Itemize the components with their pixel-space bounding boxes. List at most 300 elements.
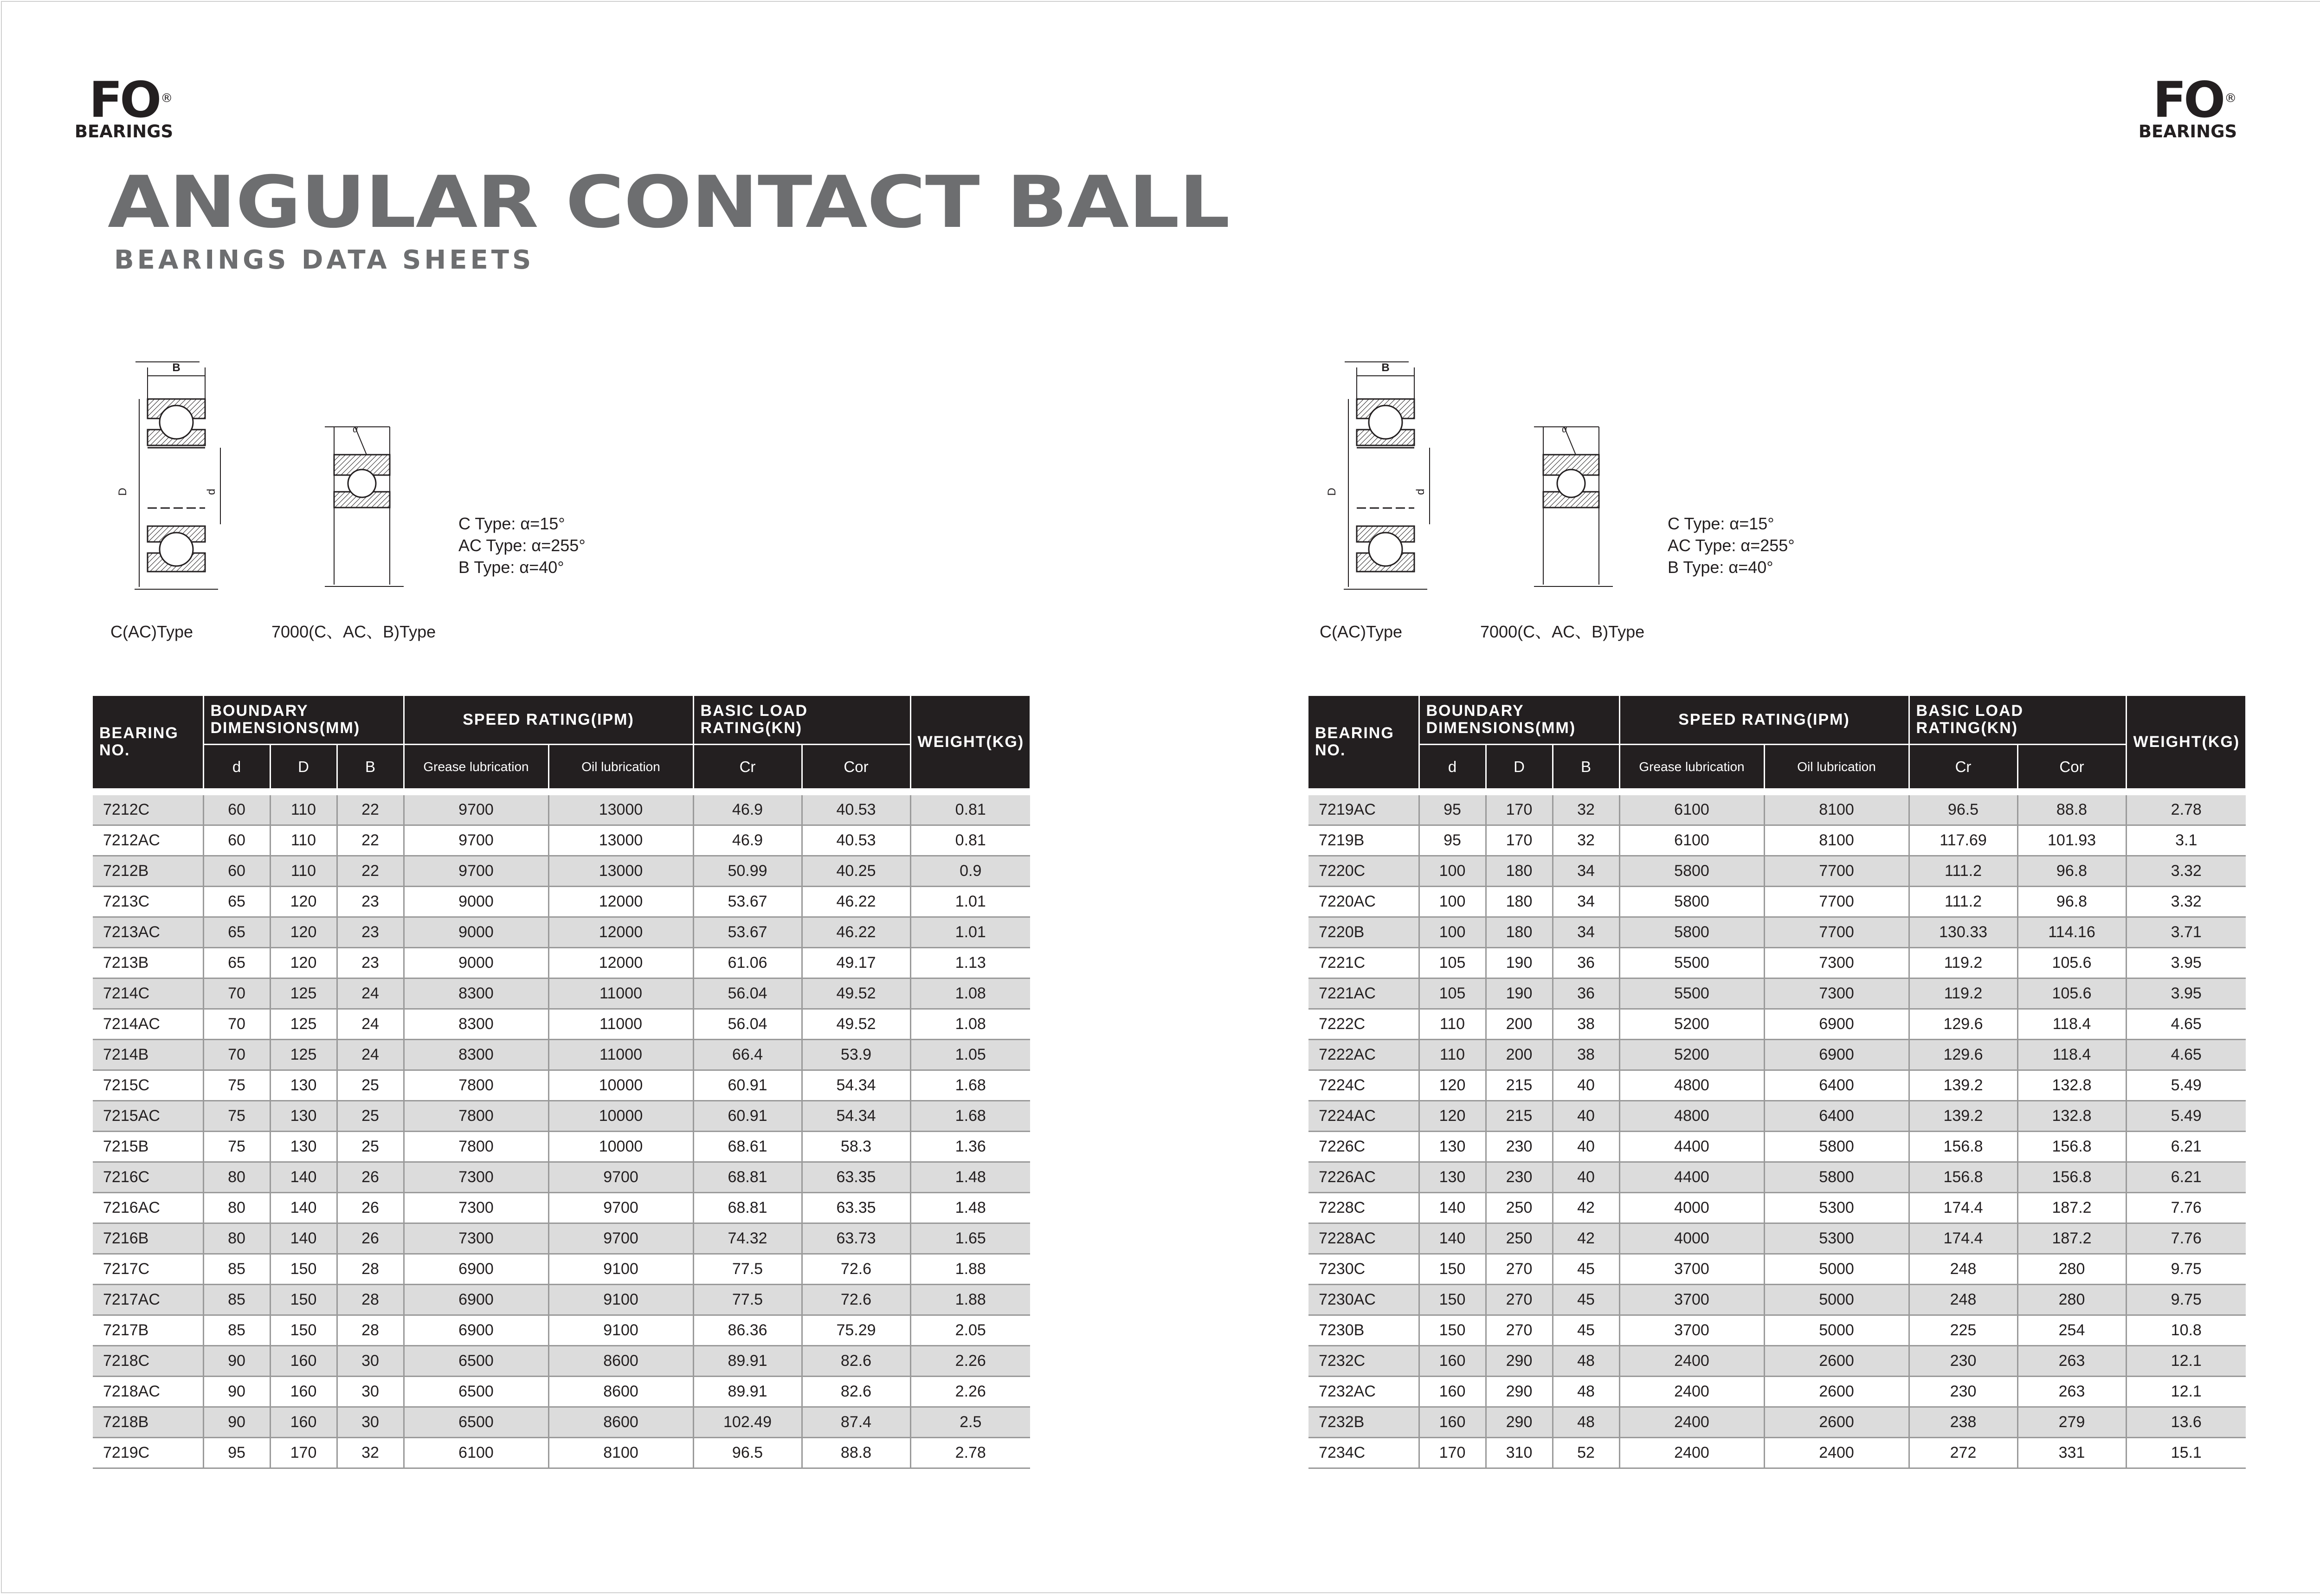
cell-d-inner: 60 (203, 795, 270, 825)
cell-bearing-no: 7214AC (93, 1009, 203, 1039)
cell-oil-speed: 12000 (548, 917, 693, 947)
cell-cor: 101.93 (2017, 825, 2126, 856)
cell-b-width: 25 (337, 1100, 404, 1131)
cell-weight: 1.08 (910, 978, 1030, 1009)
cell-oil-speed: 6900 (1764, 1009, 1909, 1039)
table-row (1308, 856, 2246, 886)
cell-cor: 156.8 (2017, 1131, 2126, 1162)
bearing-cross-section-icon (1316, 357, 1826, 654)
table-row (1308, 1376, 2246, 1407)
cell-d-outer: 200 (1486, 1039, 1553, 1070)
cell-d-inner: 95 (1419, 825, 1486, 856)
cell-d-outer: 150 (270, 1284, 337, 1315)
cell-d-outer: 270 (1486, 1254, 1553, 1284)
cell-cr: 111.2 (1909, 856, 2017, 886)
cell-grease-speed: 5200 (1619, 1039, 1764, 1070)
cell-d-outer: 110 (270, 825, 337, 856)
spacer-cell (1909, 789, 2017, 795)
cell-bearing-no: 7230B (1308, 1315, 1419, 1345)
logo-text: FO (89, 71, 159, 129)
cell-d-outer: 130 (270, 1100, 337, 1131)
cell-b-width: 25 (337, 1070, 404, 1100)
table-row (93, 1070, 1030, 1100)
cell-cr: 77.5 (693, 1254, 802, 1284)
cell-d-inner: 100 (1419, 917, 1486, 947)
cell-oil-speed: 8600 (548, 1376, 693, 1407)
header-speed-rating: SPEED RATING(IPM) (1619, 696, 1909, 744)
cell-d-inner: 130 (1419, 1162, 1486, 1192)
cell-oil-speed: 8600 (548, 1345, 693, 1376)
cell-d-outer: 270 (1486, 1284, 1553, 1315)
cell-grease-speed: 3700 (1619, 1284, 1764, 1315)
cell-cr: 139.2 (1909, 1070, 2017, 1100)
header-cr: Cr (693, 744, 802, 789)
table-body-right (1308, 789, 2246, 1468)
cell-d-outer: 170 (1486, 825, 1553, 856)
table-spacer-row (93, 789, 1030, 795)
cell-cr: 56.04 (693, 1009, 802, 1039)
cell-d-outer: 250 (1486, 1192, 1553, 1223)
cell-weight: 1.05 (910, 1039, 1030, 1070)
cell-grease-speed: 9000 (404, 917, 548, 947)
table-row (93, 1162, 1030, 1192)
table-row (93, 856, 1030, 886)
cell-d-outer: 290 (1486, 1376, 1553, 1407)
cell-b-width: 38 (1553, 1009, 1619, 1039)
cell-bearing-no: 7222AC (1308, 1039, 1419, 1070)
cell-cor: 331 (2017, 1437, 2126, 1468)
cell-weight: 5.49 (2126, 1070, 2246, 1100)
dim-outer-diameter-label: D (1326, 488, 1338, 496)
cell-d-outer: 160 (270, 1407, 337, 1437)
table-row (1308, 795, 2246, 825)
brand-logo-left (71, 71, 177, 142)
cell-d-outer: 120 (270, 947, 337, 978)
cell-bearing-no: 7213AC (93, 917, 203, 947)
cell-d-inner: 70 (203, 1009, 270, 1039)
header-cr: Cr (1909, 744, 2017, 789)
table-row (93, 1315, 1030, 1345)
header-d-inner: d (203, 744, 270, 789)
cell-grease-speed: 4800 (1619, 1070, 1764, 1100)
cell-cr: 46.9 (693, 825, 802, 856)
cell-d-outer: 150 (270, 1254, 337, 1284)
cell-bearing-no: 7232C (1308, 1345, 1419, 1376)
table-row (93, 1407, 1030, 1437)
cell-d-outer: 130 (270, 1070, 337, 1100)
header-grease-lubrication: Grease lubrication (404, 744, 548, 789)
cell-cr: 60.91 (693, 1070, 802, 1100)
cell-d-outer: 290 (1486, 1345, 1553, 1376)
header-speed-rating: SPEED RATING(IPM) (404, 696, 693, 744)
cell-grease-speed: 7800 (404, 1070, 548, 1100)
table-row (93, 886, 1030, 917)
cell-b-width: 22 (337, 795, 404, 825)
table-row (93, 825, 1030, 856)
cell-bearing-no: 7213C (93, 886, 203, 917)
cell-bearing-no: 7220B (1308, 917, 1419, 947)
cell-oil-speed: 5300 (1764, 1192, 1909, 1223)
cell-bearing-no: 7230AC (1308, 1284, 1419, 1315)
dim-alpha-label: α (1562, 425, 1567, 435)
dim-alpha-label: α (353, 425, 358, 435)
cell-d-outer: 160 (270, 1345, 337, 1376)
cell-d-inner: 75 (203, 1100, 270, 1131)
cell-weight: 6.21 (2126, 1162, 2246, 1192)
spacer-cell (2126, 789, 2246, 795)
cell-d-inner: 75 (203, 1070, 270, 1100)
table-row (1308, 1100, 2246, 1131)
cell-b-width: 24 (337, 978, 404, 1009)
cell-cor: 40.53 (802, 825, 910, 856)
cell-cr: 156.8 (1909, 1162, 2017, 1192)
cell-d-outer: 110 (270, 856, 337, 886)
cell-cor: 132.8 (2017, 1100, 2126, 1131)
cell-grease-speed: 4400 (1619, 1162, 1764, 1192)
cell-grease-speed: 2400 (1619, 1437, 1764, 1468)
cell-weight: 0.81 (910, 825, 1030, 856)
bearing-cross-section-icon (107, 357, 617, 654)
cell-cor: 53.9 (802, 1039, 910, 1070)
cell-d-inner: 90 (203, 1345, 270, 1376)
cell-d-outer: 180 (1486, 886, 1553, 917)
cell-d-inner: 120 (1419, 1070, 1486, 1100)
cell-d-outer: 160 (270, 1376, 337, 1407)
cell-bearing-no: 7217C (93, 1254, 203, 1284)
spacer-cell (802, 789, 910, 795)
table-row (93, 1192, 1030, 1223)
spacer-cell (93, 789, 203, 795)
cell-bearing-no: 7221AC (1308, 978, 1419, 1009)
cell-grease-speed: 3700 (1619, 1315, 1764, 1345)
cell-cr: 68.61 (693, 1131, 802, 1162)
cell-b-width: 28 (337, 1254, 404, 1284)
cell-d-inner: 95 (203, 1437, 270, 1468)
cell-cr: 238 (1909, 1407, 2017, 1437)
cell-b-width: 34 (1553, 917, 1619, 947)
cell-d-outer: 190 (1486, 947, 1553, 978)
cell-d-outer: 170 (270, 1437, 337, 1468)
cell-grease-speed: 5500 (1619, 947, 1764, 978)
cell-oil-speed: 5800 (1764, 1131, 1909, 1162)
cell-cor: 72.6 (802, 1284, 910, 1315)
cell-bearing-no: 7216AC (93, 1192, 203, 1223)
cell-cr: 272 (1909, 1437, 2017, 1468)
cell-b-width: 32 (1553, 825, 1619, 856)
cell-cr: 50.99 (693, 856, 802, 886)
contact-angle-list-left (458, 513, 586, 578)
cell-cor: 263 (2017, 1345, 2126, 1376)
cell-cor: 63.73 (802, 1223, 910, 1254)
cell-b-width: 40 (1553, 1131, 1619, 1162)
cell-b-width: 30 (337, 1407, 404, 1437)
cell-grease-speed: 8300 (404, 978, 548, 1009)
cell-oil-speed: 8100 (1764, 825, 1909, 856)
cell-b-width: 42 (1553, 1223, 1619, 1254)
cell-oil-speed: 9700 (548, 1162, 693, 1192)
cell-oil-speed: 7700 (1764, 856, 1909, 886)
cell-grease-speed: 4000 (1619, 1192, 1764, 1223)
cell-cor: 58.3 (802, 1131, 910, 1162)
cell-cr: 86.36 (693, 1315, 802, 1345)
cell-cr: 89.91 (693, 1345, 802, 1376)
cell-oil-speed: 11000 (548, 1039, 693, 1070)
cell-cor: 279 (2017, 1407, 2126, 1437)
table-row (1308, 917, 2246, 947)
cell-oil-speed: 9100 (548, 1315, 693, 1345)
cell-d-outer: 215 (1486, 1100, 1553, 1131)
cell-weight: 1.88 (910, 1284, 1030, 1315)
cell-d-inner: 105 (1419, 947, 1486, 978)
table-row (93, 978, 1030, 1009)
cell-weight: 3.1 (2126, 825, 2246, 856)
cell-cr: 225 (1909, 1315, 2017, 1345)
cell-oil-speed: 5000 (1764, 1284, 1909, 1315)
contact-angle-c: C Type: α=15° (1668, 514, 1774, 533)
table-row (93, 1039, 1030, 1070)
cell-bearing-no: 7214B (93, 1039, 203, 1070)
cell-cr: 96.5 (693, 1437, 802, 1468)
spacer-cell (693, 789, 802, 795)
cell-b-width: 26 (337, 1162, 404, 1192)
table-row (93, 1376, 1030, 1407)
dim-b-label: B (172, 361, 180, 374)
cell-d-inner: 150 (1419, 1254, 1486, 1284)
cell-cr: 119.2 (1909, 978, 2017, 1009)
cell-oil-speed: 2600 (1764, 1407, 1909, 1437)
cell-cr: 230 (1909, 1345, 2017, 1376)
cell-d-inner: 85 (203, 1284, 270, 1315)
contact-angle-ac: AC Type: α=255° (458, 536, 586, 555)
cell-weight: 3.95 (2126, 947, 2246, 978)
spacer-cell (337, 789, 404, 795)
cell-d-outer: 270 (1486, 1315, 1553, 1345)
cell-bearing-no: 7226C (1308, 1131, 1419, 1162)
cell-oil-speed: 5800 (1764, 1162, 1909, 1192)
table-row (93, 917, 1030, 947)
cell-cr: 61.06 (693, 947, 802, 978)
cell-cor: 72.6 (802, 1254, 910, 1284)
cell-grease-speed: 9700 (404, 825, 548, 856)
cell-d-inner: 90 (203, 1376, 270, 1407)
cell-cr: 66.4 (693, 1039, 802, 1070)
cell-bearing-no: 7212B (93, 856, 203, 886)
cell-oil-speed: 9100 (548, 1254, 693, 1284)
cell-cr: 230 (1909, 1376, 2017, 1407)
cell-weight: 7.76 (2126, 1223, 2246, 1254)
cell-weight: 13.6 (2126, 1407, 2246, 1437)
cell-oil-speed: 9700 (548, 1192, 693, 1223)
cell-cor: 88.8 (2017, 795, 2126, 825)
header-bearing-no: BEARING NO. (1308, 696, 1419, 789)
cell-oil-speed: 5000 (1764, 1254, 1909, 1284)
cell-cr: 68.81 (693, 1192, 802, 1223)
cell-d-outer: 110 (270, 795, 337, 825)
cell-d-inner: 100 (1419, 856, 1486, 886)
cell-d-inner: 150 (1419, 1284, 1486, 1315)
table-row (93, 1131, 1030, 1162)
cell-grease-speed: 6900 (404, 1284, 548, 1315)
cell-cor: 87.4 (802, 1407, 910, 1437)
header-cor: Cor (2017, 744, 2126, 789)
cell-oil-speed: 10000 (548, 1070, 693, 1100)
spacer-cell (1619, 789, 1764, 795)
header-boundary-dimensions: BOUNDARY DIMENSIONS(MM) (203, 696, 404, 744)
cell-d-outer: 215 (1486, 1070, 1553, 1100)
cell-oil-speed: 12000 (548, 947, 693, 978)
header-weight: WEIGHT(KG) (2126, 696, 2246, 789)
cell-grease-speed: 4800 (1619, 1100, 1764, 1131)
cell-d-outer: 120 (270, 886, 337, 917)
cell-weight: 10.8 (2126, 1315, 2246, 1345)
cell-weight: 0.81 (910, 795, 1030, 825)
cell-d-inner: 170 (1419, 1437, 1486, 1468)
cell-cor: 88.8 (802, 1437, 910, 1468)
cell-d-outer: 230 (1486, 1131, 1553, 1162)
contact-angle-list-right (1668, 513, 1795, 578)
cell-grease-speed: 6100 (404, 1437, 548, 1468)
cell-d-inner: 150 (1419, 1315, 1486, 1345)
table-body-left (93, 789, 1030, 1468)
cell-b-width: 23 (337, 947, 404, 978)
cell-cor: 263 (2017, 1376, 2126, 1407)
cell-grease-speed: 3700 (1619, 1254, 1764, 1284)
cell-oil-speed: 8600 (548, 1407, 693, 1437)
cell-d-inner: 80 (203, 1162, 270, 1192)
table-row (93, 1223, 1030, 1254)
cell-cor: 187.2 (2017, 1223, 2126, 1254)
header-grease-lubrication: Grease lubrication (1619, 744, 1764, 789)
cell-cor: 118.4 (2017, 1009, 2126, 1039)
table-row (93, 1284, 1030, 1315)
brand-logo-right (2134, 71, 2241, 142)
spacer-cell (270, 789, 337, 795)
cell-weight: 3.32 (2126, 886, 2246, 917)
table-row (93, 947, 1030, 978)
cell-cr: 56.04 (693, 978, 802, 1009)
cell-weight: 2.26 (910, 1345, 1030, 1376)
cell-b-width: 40 (1553, 1162, 1619, 1192)
cell-b-width: 45 (1553, 1284, 1619, 1315)
cell-bearing-no: 7219C (93, 1437, 203, 1468)
cell-d-inner: 140 (1419, 1192, 1486, 1223)
cell-cor: 40.53 (802, 795, 910, 825)
cell-cor: 63.35 (802, 1192, 910, 1223)
cell-cr: 60.91 (693, 1100, 802, 1131)
table-row (93, 1100, 1030, 1131)
cell-oil-speed: 7700 (1764, 917, 1909, 947)
cell-b-width: 48 (1553, 1407, 1619, 1437)
page-subtitle: BEARINGS DATA SHEETS (114, 245, 535, 275)
table-row (1308, 947, 2246, 978)
cell-cr: 248 (1909, 1284, 2017, 1315)
cell-d-outer: 200 (1486, 1009, 1553, 1039)
table-row (1308, 1437, 2246, 1468)
cell-grease-speed: 9700 (404, 856, 548, 886)
cell-d-inner: 85 (203, 1315, 270, 1345)
cell-bearing-no: 7220AC (1308, 886, 1419, 917)
cell-grease-speed: 6900 (404, 1315, 548, 1345)
cell-d-inner: 110 (1419, 1009, 1486, 1039)
cell-oil-speed: 6400 (1764, 1070, 1909, 1100)
cell-bearing-no: 7218C (93, 1345, 203, 1376)
cell-d-outer: 125 (270, 1039, 337, 1070)
cell-bearing-no: 7228AC (1308, 1223, 1419, 1254)
cell-b-width: 34 (1553, 856, 1619, 886)
cell-bearing-no: 7226AC (1308, 1162, 1419, 1192)
cell-cr: 111.2 (1909, 886, 2017, 917)
cell-oil-speed: 5000 (1764, 1315, 1909, 1345)
cell-oil-speed: 13000 (548, 795, 693, 825)
cell-d-outer: 140 (270, 1223, 337, 1254)
cell-weight: 2.78 (2126, 795, 2246, 825)
cell-b-width: 36 (1553, 947, 1619, 978)
cell-b-width: 25 (337, 1131, 404, 1162)
cell-grease-speed: 6500 (404, 1376, 548, 1407)
cell-d-inner: 160 (1419, 1376, 1486, 1407)
cell-grease-speed: 5200 (1619, 1009, 1764, 1039)
cell-d-inner: 105 (1419, 978, 1486, 1009)
cell-cor: 82.6 (802, 1376, 910, 1407)
cell-d-inner: 65 (203, 947, 270, 978)
cell-b-width: 32 (337, 1437, 404, 1468)
table-row (1308, 1407, 2246, 1437)
cell-weight: 1.36 (910, 1131, 1030, 1162)
cell-b-width: 30 (337, 1345, 404, 1376)
cell-d-inner: 60 (203, 825, 270, 856)
cell-d-outer: 140 (270, 1162, 337, 1192)
cell-oil-speed: 6400 (1764, 1100, 1909, 1131)
cell-weight: 9.75 (2126, 1284, 2246, 1315)
registered-mark: ® (161, 91, 173, 105)
cell-cor: 75.29 (802, 1315, 910, 1345)
dim-inner-diameter-label: d (205, 489, 218, 495)
spacer-cell (1553, 789, 1619, 795)
cell-d-inner: 130 (1419, 1131, 1486, 1162)
cell-d-inner: 85 (203, 1254, 270, 1284)
bearing-spec-table-left (93, 696, 1031, 1469)
spacer-cell (1419, 789, 1486, 795)
cell-d-inner: 80 (203, 1192, 270, 1223)
cell-grease-speed: 9000 (404, 947, 548, 978)
cell-cor: 96.8 (2017, 856, 2126, 886)
cell-weight: 3.71 (2126, 917, 2246, 947)
cell-d-outer: 125 (270, 1009, 337, 1039)
cell-grease-speed: 6900 (404, 1254, 548, 1284)
cell-d-inner: 70 (203, 1039, 270, 1070)
cell-cor: 49.52 (802, 1009, 910, 1039)
cell-grease-speed: 4000 (1619, 1223, 1764, 1254)
cell-d-outer: 180 (1486, 856, 1553, 886)
cell-d-inner: 95 (1419, 795, 1486, 825)
cell-grease-speed: 5800 (1619, 917, 1764, 947)
cell-d-inner: 75 (203, 1131, 270, 1162)
cell-weight: 12.1 (2126, 1345, 2246, 1376)
cell-cr: 96.5 (1909, 795, 2017, 825)
cell-weight: 1.88 (910, 1254, 1030, 1284)
bearing-spec-table-right (1308, 696, 2247, 1469)
cell-b-width: 23 (337, 886, 404, 917)
cell-cor: 46.22 (802, 886, 910, 917)
cell-cor: 54.34 (802, 1100, 910, 1131)
cell-grease-speed: 7800 (404, 1100, 548, 1131)
cell-bearing-no: 7219B (1308, 825, 1419, 856)
header-basic-load-rating: BASIC LOAD RATING(KN) (1909, 696, 2126, 744)
cell-weight: 1.08 (910, 1009, 1030, 1039)
cell-weight: 1.01 (910, 886, 1030, 917)
caption-7000-type-left: 7000(C、AC、B)Type (271, 622, 436, 641)
cell-bearing-no: 7216B (93, 1223, 203, 1254)
